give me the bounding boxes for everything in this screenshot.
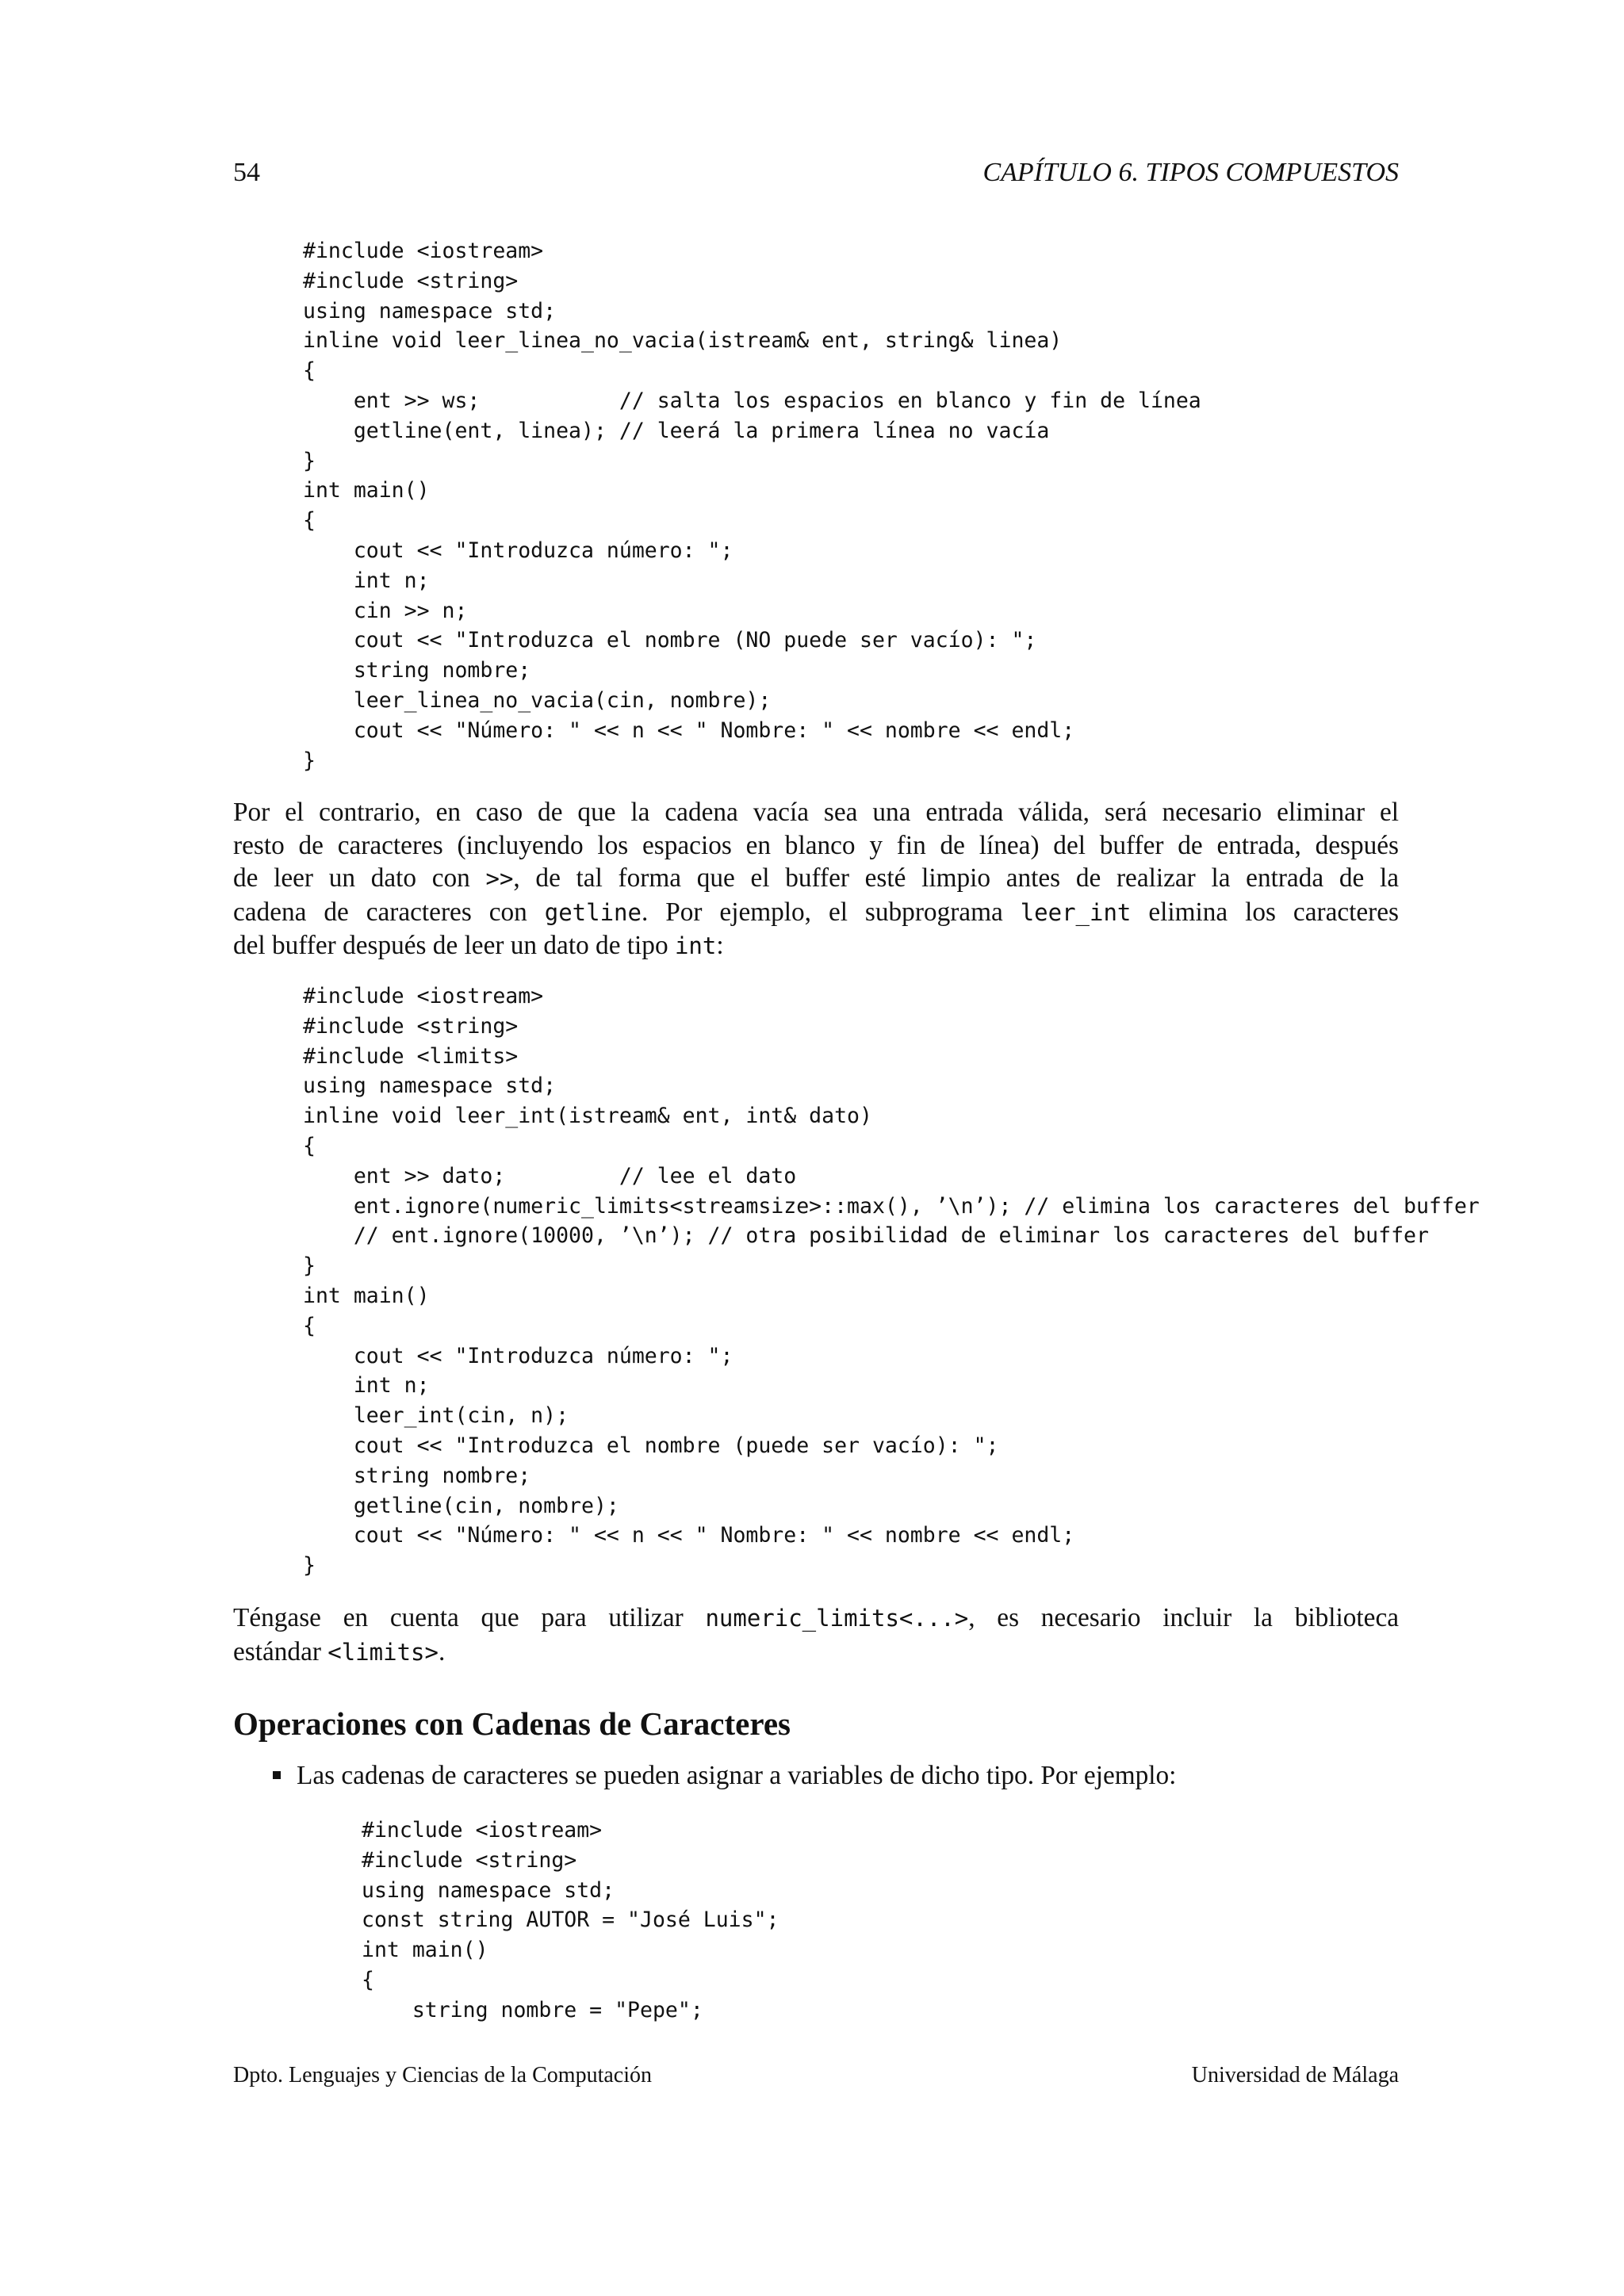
paragraph-line (233, 1601, 1399, 1636)
inline-code: >> (485, 865, 514, 892)
text-run: del buffer después de leer un dato de tipo (233, 931, 675, 960)
footer-university: Universidad de Málaga (1191, 2063, 1399, 2087)
inline-code: int (674, 932, 717, 959)
chapter-title: CAPÍTULO 6. TIPOS COMPUESTOS (982, 158, 1399, 187)
code-block-leer-linea-no-vacia: #include <iostream> #include <string> using namespace std; inline void leer_linea_no_vacia(istream& ent, string& linea) { ent >> ws; // salta los espacios en blanco y fin de línea getline(ent, linea); // leerá la primera línea no vacía } int main() { cout << "Introduzca número: "; int n; cin >> n; cout << "Introduzca el nombre (NO puede ser vacío): "; string nombre; leer_linea_no_vacia(cin, nombre); cout << "Número: " << n << " Nombre: " << nombre << endl; } (303, 239, 1201, 773)
bullet-marker (273, 1771, 281, 1779)
bullet-text: Las cadenas de caracteres se pueden asignar a variables de dicho tipo. Por ejemplo: (297, 1761, 1177, 1790)
code-block-string-assignment: #include <iostream> #include <string> using namespace std; const string AUTOR = "José Luis"; int main() { string nombre = "Pepe"; (362, 1818, 779, 2022)
text-run: cadena de caracteres con (233, 897, 545, 927)
bullet-item (273, 1758, 1176, 1793)
code-block-leer-int: #include <iostream> #include <string> #include <limits> using namespace std; inline void leer_int(istream& ent, int& dato) { ent >> dato; // lee el dato ent.ignore(numeric_limits<streamsize>::max(), ’\n’); // elimina los caracteres del buffer // ent.ignore(10000, ’\n’); // otra posibilidad de eliminar los caracteres del buffer } int main() { cout << "Introduzca número: "; int n; leer_int(cin, n); cout << "Introduzca el nombre (puede ser vacío): "; string nombre; getline(cin, nombre); cout << "Número: " << n << " Nombre: " << nombre << endl; } (303, 984, 1480, 1578)
paragraph-line: Por el contrario, en caso de que la cadena vacía sea una entrada válida, será necesario eliminar el (233, 798, 1399, 827)
text-run: estándar (233, 1636, 328, 1667)
text-run: : (716, 931, 724, 960)
paragraph-line: resto de caracteres (incluyendo los espacios en blanco y fin de línea) del buffer de entrada, después (233, 830, 1399, 860)
text-run: , de tal forma que el buffer esté limpio antes de realizar la entrada de la (513, 863, 1399, 893)
footer-department: Dpto. Lenguajes y Ciencias de la Computación (233, 2063, 652, 2087)
document-page (233, 0, 1480, 2296)
inline-code: leer_int (1020, 898, 1132, 926)
text-run: de leer un dato con (233, 863, 486, 893)
paragraph-line (233, 929, 1399, 963)
inline-code: getline (544, 898, 642, 926)
page-number: 54 (233, 158, 260, 187)
paragraph-line (233, 1636, 1399, 1670)
text-run: . Por ejemplo, el subprograma (641, 897, 1021, 927)
inline-code: <limits> (327, 1638, 439, 1666)
paragraph-limits-note (233, 1601, 1399, 1669)
text-run: Téngase en cuenta que para utilizar (233, 1603, 706, 1632)
paragraph-buffer-explanation (233, 796, 1399, 963)
paragraph-line (233, 896, 1399, 930)
inline-code: numeric_limits<...> (705, 1605, 969, 1632)
text-run: . (438, 1636, 446, 1667)
paragraph-line (233, 862, 1399, 896)
text-run: elimina los caracteres (1131, 897, 1399, 927)
text-run: , es necesario incluir la biblioteca (968, 1603, 1399, 1632)
section-heading: Operaciones con Cadenas de Caracteres (233, 1705, 791, 1742)
